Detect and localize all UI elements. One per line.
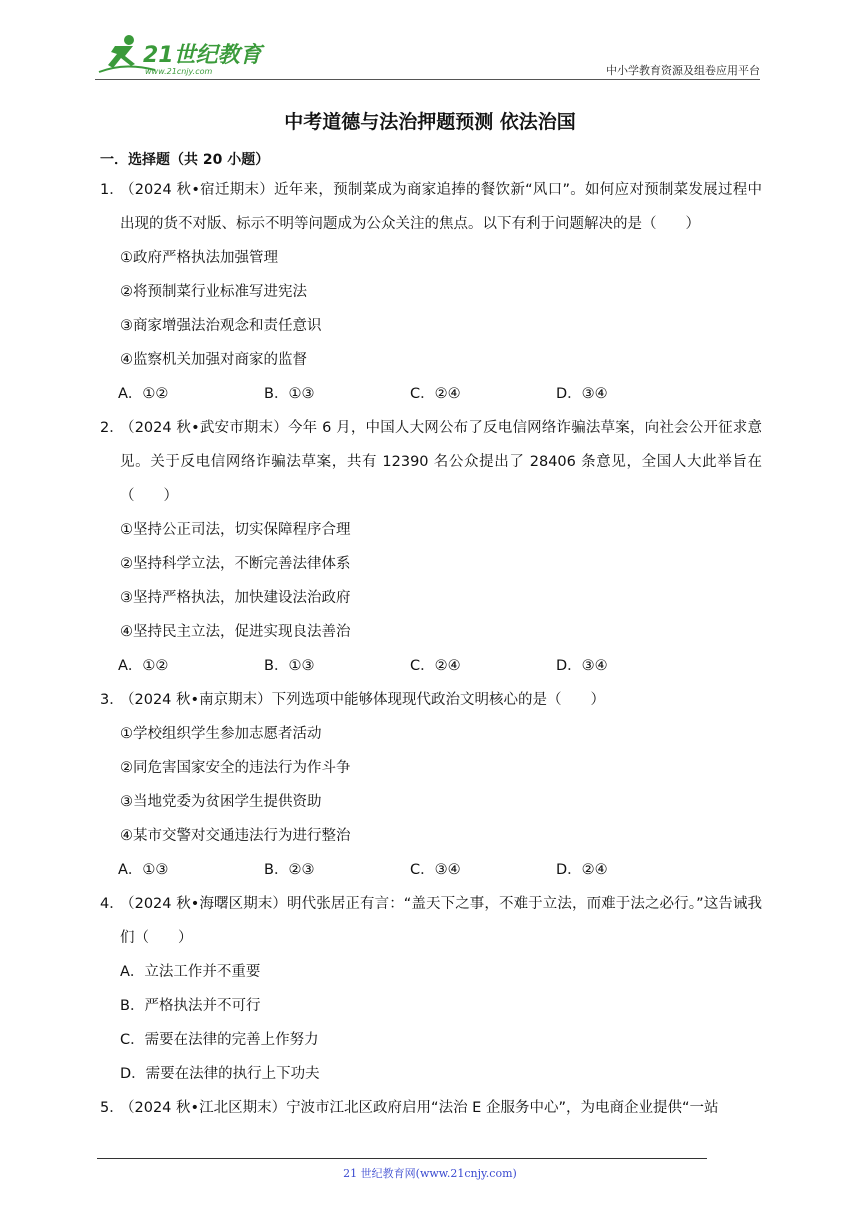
answer-choice: D．③④ bbox=[556, 386, 608, 402]
header-platform-text: 中小学教育资源及组卷应用平台 bbox=[606, 64, 760, 77]
question-stem bbox=[100, 683, 762, 717]
question-option: ③当地党委为贫困学生提供资助 bbox=[120, 794, 322, 810]
question-option: ③商家增强法治观念和责任意识 bbox=[120, 318, 322, 334]
question-stem bbox=[100, 411, 762, 513]
answer-choice: A．①② bbox=[118, 386, 169, 402]
question-option: ④监察机关加强对商家的监督 bbox=[120, 352, 307, 368]
answer-choice: B．②③ bbox=[264, 862, 315, 878]
question-option: C．需要在法律的完善上作努力 bbox=[120, 1032, 319, 1048]
answer-choice: C．③④ bbox=[410, 862, 461, 878]
logo-text: 21世纪教育 bbox=[143, 43, 262, 68]
question-option: ②坚持科学立法，不断完善法律体系 bbox=[120, 556, 351, 572]
question-5 bbox=[100, 1091, 762, 1125]
footer-link[interactable]: 21 世纪教育网(www.21cnjy.com) bbox=[343, 1167, 517, 1180]
answer-choice: A．①② bbox=[118, 658, 169, 674]
question-text: （2024 秋•南京期末）下列选项中能够体现现代政治文明核心的是（ ） bbox=[120, 692, 606, 708]
question-text: （2024 秋•江北区期末）宁波市江北区政府启用“法治 E 企服务中心”，为电商企业提供“一站 bbox=[120, 1100, 719, 1116]
question-option: ③坚持严格执法，加快建设法治政府 bbox=[120, 590, 351, 606]
section-heading: 一．选择题（共 20 小题） bbox=[100, 152, 270, 168]
question-stem bbox=[100, 887, 762, 955]
logo-url: www.21cnjy.com bbox=[145, 67, 213, 76]
answer-choice: B．①③ bbox=[264, 386, 315, 402]
question-option: D．需要在法律的执行上下功夫 bbox=[120, 1066, 320, 1082]
answer-choice: A．①③ bbox=[118, 862, 169, 878]
question-text: （2024 秋•宿迁期末）近年来，预制菜成为商家追捧的餐饮新“风口”。如何应对预制菜发展过程中出现的货不对版、标示不明等问题成为公众关注的焦点。以下有利于问题解决的是（ ） bbox=[120, 182, 762, 232]
question-number: 5． bbox=[100, 1100, 124, 1116]
answer-choice: D．③④ bbox=[556, 658, 608, 674]
question-number: 1． bbox=[100, 182, 124, 198]
answer-choice: D．②④ bbox=[556, 862, 608, 878]
question-text: （2024 秋•武安市期末）今年 6 月，中国人大网公布了反电信网络诈骗法草案，向社会公开征求意见。关于反电信网络诈骗法草案，共有 12390 名公众提出了 28406 条意见，全国人大此举旨在（ ） bbox=[120, 420, 762, 504]
footer-divider bbox=[97, 1158, 707, 1159]
answer-choices bbox=[100, 853, 762, 887]
question-option: ④坚持民主立法，促进实现良法善治 bbox=[120, 624, 351, 640]
answer-choice: C．②④ bbox=[410, 658, 461, 674]
answer-choices bbox=[100, 377, 762, 411]
page-header bbox=[95, 30, 760, 80]
question-number: 2． bbox=[100, 420, 124, 436]
question-3 bbox=[100, 683, 762, 887]
question-option: ②将预制菜行业标准写进宪法 bbox=[120, 284, 307, 300]
question-option: B．严格执法并不可行 bbox=[120, 998, 261, 1014]
question-number: 4． bbox=[100, 896, 124, 912]
logo-21cnjy bbox=[95, 32, 265, 76]
header-divider bbox=[95, 79, 760, 80]
question-option: ④某市交警对交通违法行为进行整治 bbox=[120, 828, 351, 844]
question-4 bbox=[100, 887, 762, 1091]
question-2 bbox=[100, 411, 762, 683]
question-option: ①学校组织学生参加志愿者活动 bbox=[120, 726, 322, 742]
question-option: ①坚持公正司法，切实保障程序合理 bbox=[120, 522, 351, 538]
answer-choice: B．①③ bbox=[264, 658, 315, 674]
question-option: ①政府严格执法加强管理 bbox=[120, 250, 278, 266]
answer-choices bbox=[100, 649, 762, 683]
question-number: 3． bbox=[100, 692, 124, 708]
answer-choice: C．②④ bbox=[410, 386, 461, 402]
page-title: 中考道德与法治押题预测 依法治国 bbox=[284, 111, 576, 133]
question-stem bbox=[100, 173, 762, 241]
question-stem bbox=[100, 1091, 762, 1125]
question-1 bbox=[100, 173, 762, 411]
question-text: （2024 秋•海曙区期末）明代张居正有言：“盖天下之事，不难于立法，而难于法之必行。”这告诫我们（ ） bbox=[120, 896, 762, 946]
question-list bbox=[100, 173, 762, 1125]
question-option: ②同危害国家安全的违法行为作斗争 bbox=[120, 760, 351, 776]
question-option: A．立法工作并不重要 bbox=[120, 964, 261, 980]
